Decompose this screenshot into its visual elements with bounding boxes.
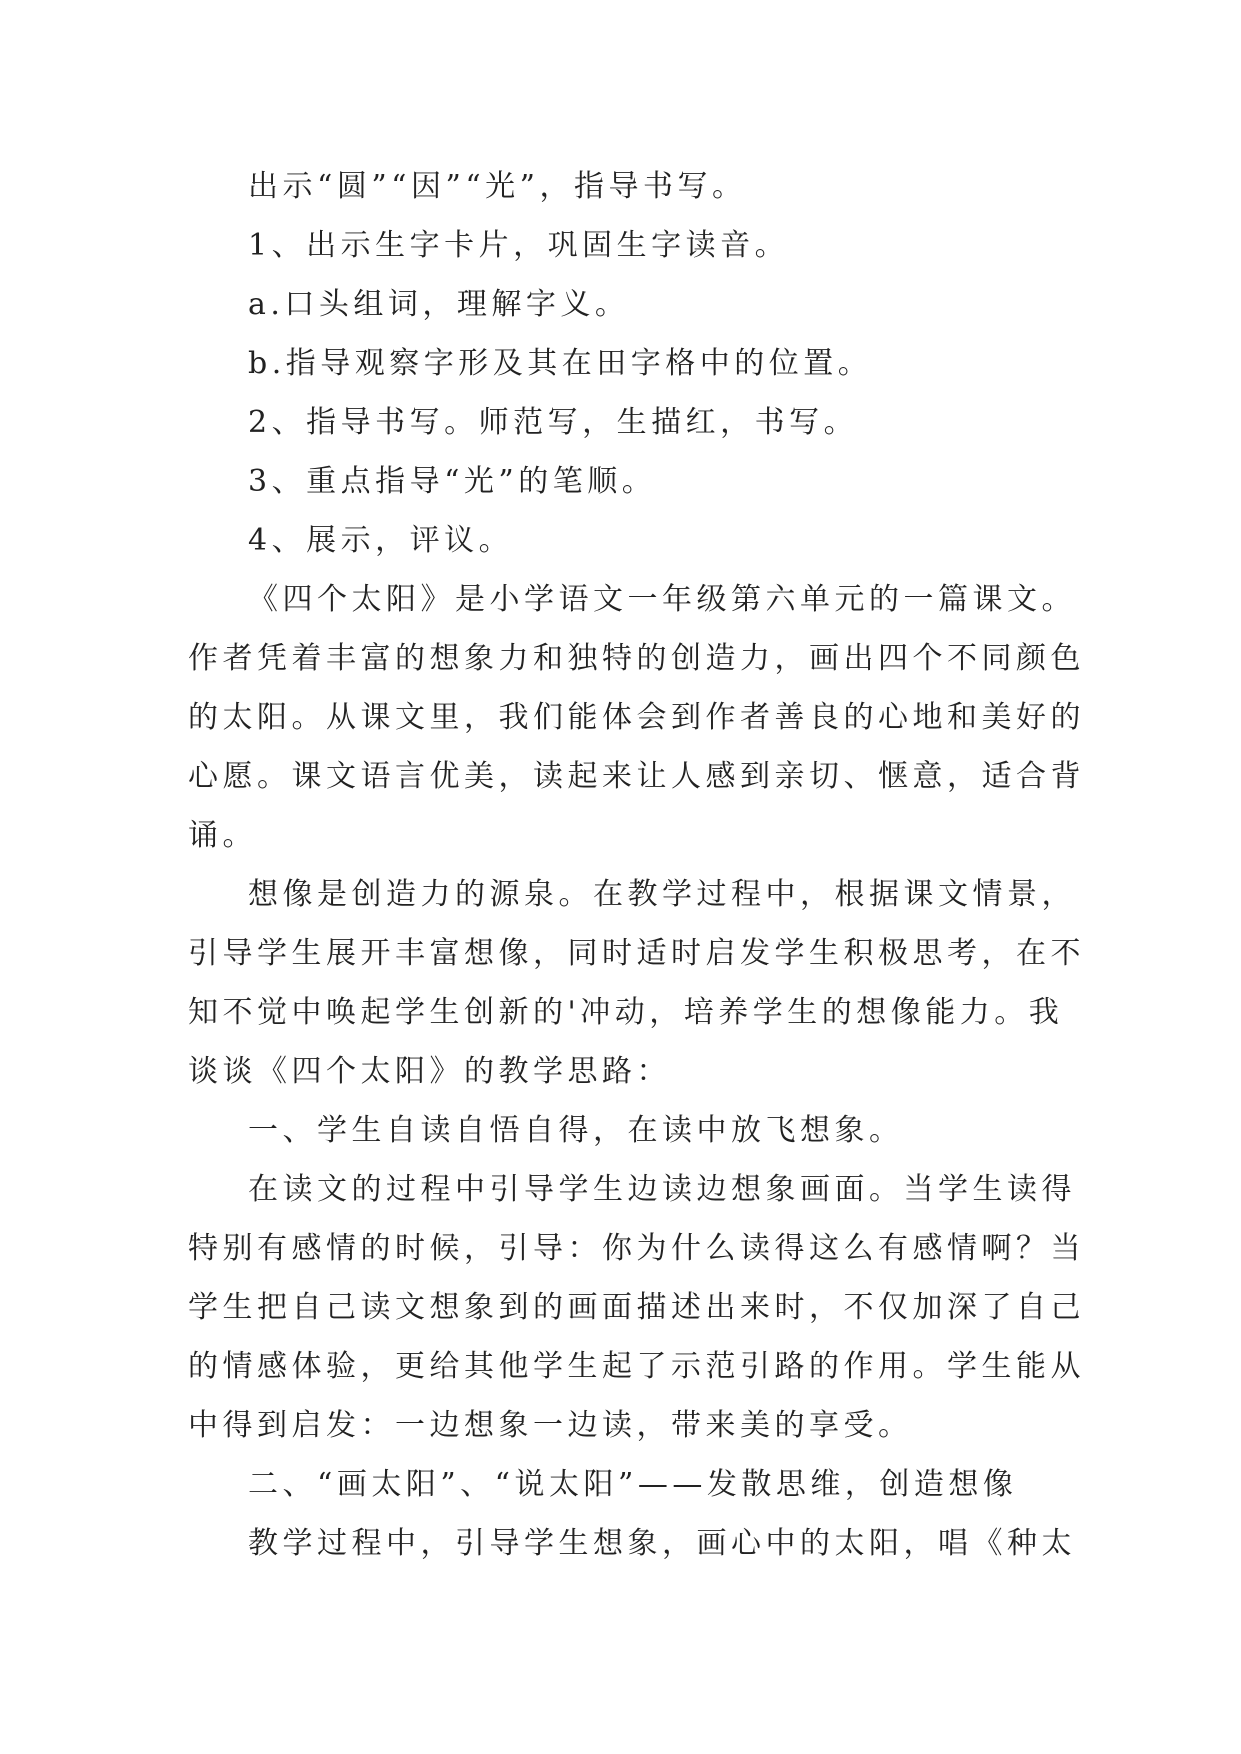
paragraph-first-line: 二、“画太阳”、“说太阳”——发散思维，创造想像 [248,1467,1018,1502]
paragraph-continuation-line: 知不觉中唤起学生创新的'冲动，培养学生的想像能力。我 [188,995,1064,1030]
paragraph-first-line: 1、出示生字卡片，巩固生字读音。 [248,228,790,263]
paragraph-first-line: 一、学生自读自悟自得，在读中放飞想象。 [248,1113,904,1148]
paragraph-continuation-line: 特别有感情的时候，引导：你为什么读得这么有感情啊？当 [188,1231,1085,1266]
paragraph-first-line: 2、指导书写。师范写，生描红，书写。 [248,405,859,440]
paragraph-continuation-line: 学生把自己读文想象到的画面描述出来时，不仅加深了自己 [188,1290,1085,1325]
paragraph-first-line: b.指导观察字形及其在田字格中的位置。 [248,346,873,381]
paragraph-continuation-line: 诵。 [188,818,257,853]
document-body [188,157,1085,1573]
paragraph-continuation-line: 引导学生展开丰富想像，同时适时启发学生积极思考，在不 [188,936,1085,971]
paragraph-first-line: a.口头组词，理解字义。 [248,287,630,322]
paragraph-continuation-line: 作者凭着丰富的想象力和独特的创造力，画出四个不同颜色 [188,641,1085,676]
paragraph-first-line: 4、展示，评议。 [248,523,514,558]
paragraph-first-line: 《四个太阳》是小学语文一年级第六单元的一篇课文。 [248,582,1076,617]
paragraph-continuation-line: 中得到启发：一边想象一边读，带来美的享受。 [188,1408,913,1443]
paragraph-first-line: 在读文的过程中引导学生边读边想象画面。当学生读得 [248,1172,1076,1207]
paragraph-continuation-line: 心愿。课文语言优美，读起来让人感到亲切、惬意，适合背 [188,759,1085,794]
paragraph-first-line: 3、重点指导“光”的笔顺。 [248,464,657,499]
paragraph-continuation-line: 谈谈《四个太阳》的教学思路： [188,1054,671,1089]
paragraph-first-line: 想像是创造力的源泉。在教学过程中，根据课文情景， [248,877,1076,912]
paragraph-first-line: 出示“圆”“因”“光”，指导书写。 [248,169,747,204]
paragraph-first-line: 教学过程中，引导学生想象，画心中的太阳，唱《种太 [248,1526,1076,1561]
paragraph-continuation-line: 的太阳。从课文里，我们能体会到作者善良的心地和美好的 [188,700,1085,735]
paragraph-continuation-line: 的情感体验，更给其他学生起了示范引路的作用。学生能从 [188,1349,1085,1384]
